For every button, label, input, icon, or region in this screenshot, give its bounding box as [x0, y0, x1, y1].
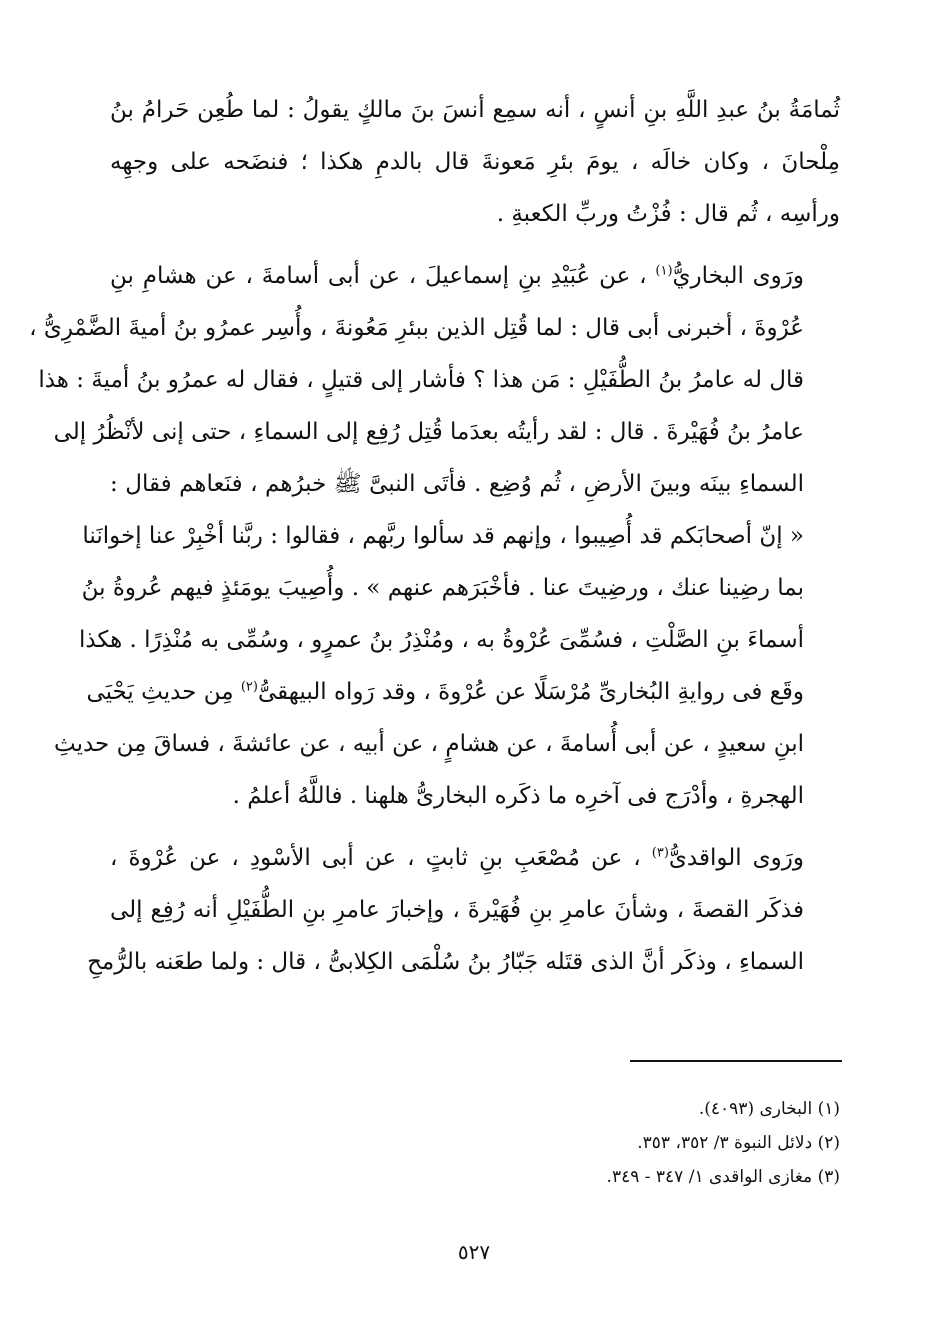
text-line: « إنّ أصحابَكم قد أُصِيبوا ، وإنهم قد سألوا ربَّهم ، فقالوا : ربَّنا أخْبِرْ عنا إخوانَنا [82, 523, 804, 549]
text-line: عُرْوةَ ، أخبرنى أبى قال : لما قُتِل الذين ببئرِ مَعُونةَ ، وأُسِر عمرُو بنُ أميةَ الضَّمْرِىُّ ، [29, 315, 804, 341]
text-line: ورَوى البخاريُّ$^{(١)}$ ، عن عُبَيْدِ بنِ إسماعيلَ ، عن أبى أسامةَ ، عن هشامِ بنِ [110, 263, 804, 289]
text-line: عامرُ بنُ فُهَيْرةَ . قال : لقد رأيتُه بعدَما قُتِل رُفِع إلى السماءِ ، حتى إنى لأنْظُرُ إلى [53, 419, 804, 445]
text-line: فذكَر القصةَ ، وشأنَ عامرِ بنِ فُهَيْرةَ ، وإخبارَ عامرِ بنِ الطُّفَيْلِ أنه رُفِع إلى [110, 897, 804, 923]
text-line: أسماءَ بنِ الصَّلْتِ ، فسُمِّىَ عُرْوةُ به ، ومُنْذِرُ بنُ عمرٍو ، وسُمِّى به مُنْذِرًا . هكذا [78, 627, 804, 653]
main-text [29, 84, 840, 988]
text-line: ورَوى الواقدىُّ$^{(٣)}$ ، عن مُصْعَبِ بنِ ثابتٍ ، عن أبى الأسْودِ ، عن عُرْوةَ ، [110, 845, 805, 871]
footnote-ref: (٣) [651, 845, 669, 861]
text-line: السماءِ بينَه وبينَ الأرضِ ، ثُم وُضِع . فأتَى النبىَّ ﷺ خبرُهم ، فنَعاهم فقال : [110, 471, 804, 497]
text-line: السماءِ ، وذكَر أنَّ الذى قتَله جَبّارُ بنُ سُلْمَى الكِلابىُّ ، قال : ولما طعَنه بالرُّمحِ [87, 949, 804, 975]
footnote-ref: (١) [655, 263, 673, 279]
footnote-separator [630, 1060, 842, 1062]
paragraph [87, 832, 840, 988]
text-line: قال له عامرُ بنُ الطُّفَيْلِ : مَن هذا ؟ فأشار إلى قتيلٍ ، فقال له عمرُو بنُ أميةَ : هذا [38, 367, 804, 393]
footnote-1: (١) البخارى (٤٠٩٣). [698, 1099, 840, 1119]
text-line: وقَع فى روايةِ البُخارىِّ مُرْسَلًا عن عُرْوةَ ، وقد رَواه البيهقىُّ$^{(٢)}$ مِن حديثِ يَحْيَى [86, 679, 804, 705]
footnote-2: (٢) دلائل النبوة ٣/ ٣٥٢، ٣٥٣. [637, 1133, 840, 1153]
footnote-ref: (٢) [240, 679, 258, 695]
footnote-3: (٣) مغازى الواقدى ١/ ٣٤٧ - ٣٤٩. [606, 1167, 840, 1187]
text-line: بما رضِينا عنك ، ورضِيتَ عنا . فأخْبَرَهم عنهم » . وأُصِيبَ يومَئذٍ فيهم عُروةُ بنُ [81, 575, 804, 601]
text-line: الهجرةِ ، وأدْرَج فى آخرِه ما ذكَره البخارىُّ هلهنا . فاللَّهُ أعلمُ . [232, 783, 804, 809]
text-line: ورأسِه ، ثُم قال : فُزْتُ وربِّ الكعبةِ . [496, 201, 840, 227]
text-line: ثُمامَةُ بنُ عبدِ اللَّهِ بنِ أنسٍ ، أنه سمِع أنسَ بنَ مالكٍ يقولُ : لما طُعِن حَرامُ بنُ [110, 97, 840, 123]
text-line: ابنِ سعيدٍ ، عن أبى أُسامةَ ، عن هشامٍ ، عن أبيه ، عن عائشةَ ، فساقَ مِن حديثِ [53, 731, 804, 757]
paragraph [110, 84, 840, 240]
footnotes [140, 1092, 840, 1194]
page-number: ٥٢٧ [457, 1240, 491, 1264]
paragraph [29, 250, 840, 822]
text-line: مِلْحانَ ، وكان خالَه ، يومَ بئرِ مَعونةَ قال بالدمِ هكذا ؛ فنضَحه على وجهِه [110, 149, 840, 175]
